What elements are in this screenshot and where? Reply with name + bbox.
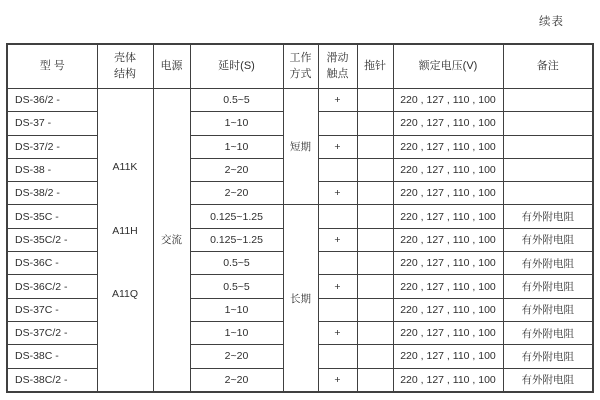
remark-cell	[503, 112, 593, 135]
drag-pin-cell	[357, 135, 393, 158]
delay-cell: 1~10	[190, 112, 283, 135]
model-cell: DS-35C/2 -	[7, 228, 97, 251]
model-cell: DS-37 -	[7, 112, 97, 135]
shell-structure-label: A11H	[112, 224, 138, 237]
rated-voltage-cell: 220 , 127 , 110 , 100	[393, 135, 503, 158]
header-sliding-contact	[318, 44, 357, 89]
header-work-mode-line1: 工作	[289, 51, 312, 64]
shell-structure-label: A11K	[112, 161, 138, 174]
model-cell: DS-36/2 -	[7, 89, 97, 112]
sliding-contact-cell: +	[318, 321, 357, 344]
remark-cell: 有外附电阻	[503, 252, 593, 275]
header-model: 型 号	[7, 44, 97, 89]
drag-pin-cell	[357, 112, 393, 135]
header-shell-line1: 壳体	[114, 51, 136, 64]
model-cell: DS-36C/2 -	[7, 275, 97, 298]
remark-cell: 有外附电阻	[503, 275, 593, 298]
rated-voltage-cell: 220 , 127 , 110 , 100	[393, 321, 503, 344]
power-cell: 交流	[153, 89, 190, 392]
remark-cell	[503, 89, 593, 112]
delay-cell: 2~20	[190, 158, 283, 181]
sliding-contact-cell	[318, 158, 357, 181]
header-sliding-contact-line1: 滑动	[326, 51, 349, 64]
header-shell-line2: 结构	[114, 67, 136, 80]
drag-pin-cell	[357, 205, 393, 228]
remark-cell: 有外附电阻	[503, 228, 593, 251]
delay-cell: 1~10	[190, 321, 283, 344]
rated-voltage-cell: 220 , 127 , 110 , 100	[393, 275, 503, 298]
model-cell: DS-38/2 -	[7, 182, 97, 205]
rated-voltage-cell: 220 , 127 , 110 , 100	[393, 298, 503, 321]
header-work-mode-line2: 方式	[289, 67, 312, 80]
rated-voltage-cell: 220 , 127 , 110 , 100	[393, 112, 503, 135]
delay-cell: 2~20	[190, 368, 283, 392]
drag-pin-cell	[357, 298, 393, 321]
sliding-contact-cell: +	[318, 228, 357, 251]
remark-cell	[503, 158, 593, 181]
rated-voltage-cell: 220 , 127 , 110 , 100	[393, 228, 503, 251]
header-drag-pin: 拖针	[357, 44, 393, 89]
delay-cell: 0.5~5	[190, 275, 283, 298]
drag-pin-cell	[357, 252, 393, 275]
drag-pin-cell	[357, 89, 393, 112]
remark-cell	[503, 182, 593, 205]
sliding-contact-cell: +	[318, 368, 357, 392]
delay-cell: 1~10	[190, 298, 283, 321]
header-row	[7, 44, 593, 89]
model-cell: DS-37C/2 -	[7, 321, 97, 344]
header-shell-structure	[97, 44, 153, 89]
drag-pin-cell	[357, 321, 393, 344]
drag-pin-cell	[357, 275, 393, 298]
table-row	[7, 89, 593, 112]
work-mode-cell-short: 短期	[283, 89, 318, 205]
rated-voltage-cell: 220 , 127 , 110 , 100	[393, 89, 503, 112]
remark-cell: 有外附电阻	[503, 368, 593, 392]
sliding-contact-cell	[318, 112, 357, 135]
drag-pin-cell	[357, 158, 393, 181]
sliding-contact-cell	[318, 298, 357, 321]
rated-voltage-cell: 220 , 127 , 110 , 100	[393, 368, 503, 392]
shell-structure-cell	[97, 89, 153, 392]
model-cell: DS-37/2 -	[7, 135, 97, 158]
delay-cell: 2~20	[190, 345, 283, 368]
sliding-contact-cell: +	[318, 135, 357, 158]
sliding-contact-cell: +	[318, 275, 357, 298]
remark-cell: 有外附电阻	[503, 298, 593, 321]
delay-cell: 0.5~5	[190, 252, 283, 275]
relay-spec-table	[6, 43, 594, 393]
header-delay: 延时(S)	[190, 44, 283, 89]
sliding-contact-cell	[318, 345, 357, 368]
model-cell: DS-35C -	[7, 205, 97, 228]
header-sliding-contact-line2: 触点	[326, 67, 349, 80]
rated-voltage-cell: 220 , 127 , 110 , 100	[393, 345, 503, 368]
rated-voltage-cell: 220 , 127 , 110 , 100	[393, 252, 503, 275]
delay-cell: 2~20	[190, 182, 283, 205]
sliding-contact-cell: +	[318, 182, 357, 205]
sliding-contact-cell	[318, 205, 357, 228]
header-rated-voltage: 额定电压(V)	[393, 44, 503, 89]
header-power: 电源	[153, 44, 190, 89]
model-cell: DS-37C -	[7, 298, 97, 321]
remark-cell	[503, 135, 593, 158]
delay-cell: 1~10	[190, 135, 283, 158]
model-cell: DS-38C -	[7, 345, 97, 368]
rated-voltage-cell: 220 , 127 , 110 , 100	[393, 205, 503, 228]
rated-voltage-cell: 220 , 127 , 110 , 100	[393, 158, 503, 181]
header-work-mode	[283, 44, 318, 89]
header-remarks: 备注	[503, 44, 593, 89]
continued-table-label: 续表	[539, 16, 564, 28]
drag-pin-cell	[357, 182, 393, 205]
drag-pin-cell	[357, 345, 393, 368]
drag-pin-cell	[357, 368, 393, 392]
table-body	[7, 89, 593, 392]
sliding-contact-cell: +	[318, 89, 357, 112]
delay-cell: 0.125~1.25	[190, 228, 283, 251]
model-cell: DS-38 -	[7, 158, 97, 181]
delay-cell: 0.125~1.25	[190, 205, 283, 228]
remark-cell: 有外附电阻	[503, 345, 593, 368]
model-cell: DS-38C/2 -	[7, 368, 97, 392]
model-cell: DS-36C -	[7, 252, 97, 275]
delay-cell: 0.5~5	[190, 89, 283, 112]
shell-structure-label: A11Q	[111, 288, 139, 301]
remark-cell: 有外附电阻	[503, 321, 593, 344]
work-mode-cell-long: 长期	[283, 205, 318, 392]
remark-cell: 有外附电阻	[503, 205, 593, 228]
rated-voltage-cell: 220 , 127 , 110 , 100	[393, 182, 503, 205]
table-row	[7, 205, 593, 228]
drag-pin-cell	[357, 228, 393, 251]
sliding-contact-cell	[318, 252, 357, 275]
